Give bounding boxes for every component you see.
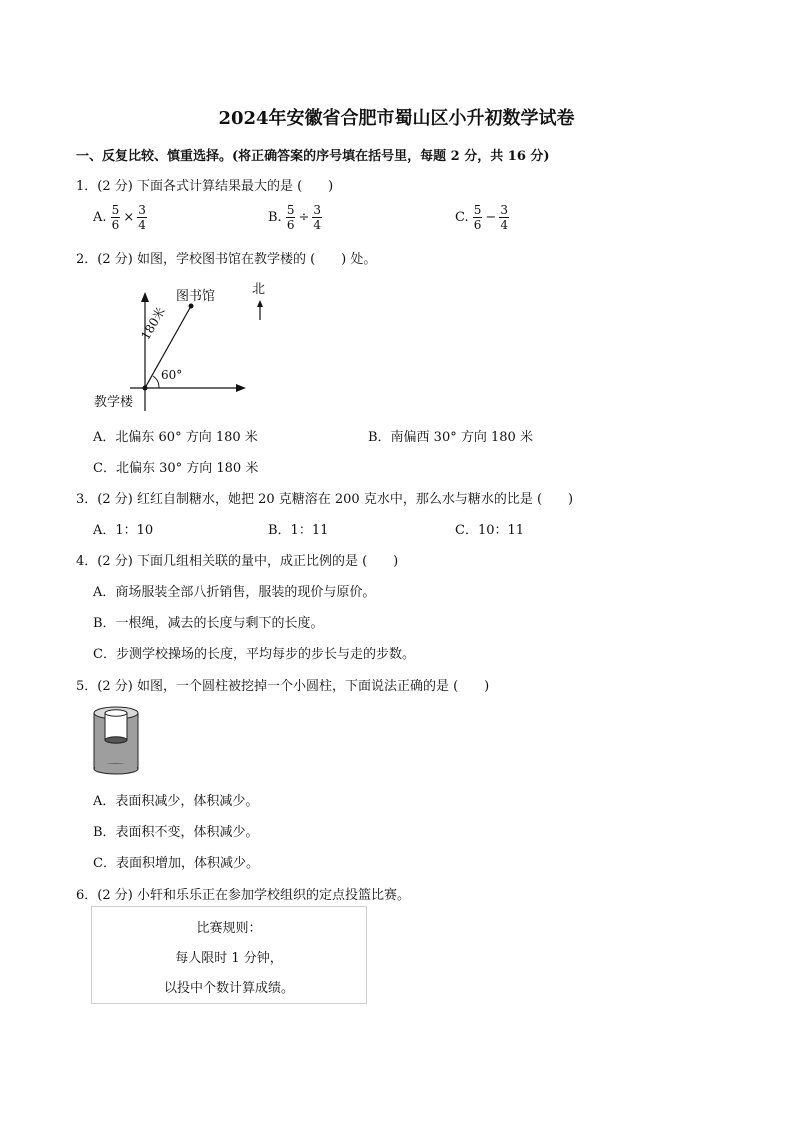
building-point [143,386,148,391]
option-letter: C. [455,210,469,225]
q2-option-a: A．北偏东 60° 方向 180 米 [93,430,258,445]
question-2-stem: 2．(2 分) 如图，学校图书馆在教学楼的 ( ) 处。 [76,252,377,267]
q1-option-b [268,203,322,232]
library-point [189,304,194,309]
page-title: 2024年安徽省合肥市蜀山区小升初数学试卷 [218,108,575,129]
angle-arc [153,376,159,388]
operator: × [123,210,135,225]
fraction [499,203,509,232]
question-5-stem: 5．(2 分) 如图，一个圆柱被挖掉一个小圆柱，下面说法正确的是 ( ) [76,679,490,694]
q3-option-b: B．1：11 [268,523,329,538]
rule-line: 以投中个数计算成绩。 [163,981,294,996]
numerator: 5 [473,203,482,217]
rule-line: 每人限时 1 分钟， [175,951,283,966]
library-label: 图书馆 [176,289,216,304]
q5-option-b: B．表面积不变，体积减少。 [93,825,259,840]
q1-option-a [93,203,147,232]
fraction [137,203,147,232]
question-3-stem: 3．(2 分) 红红自制糖水，她把 20 克糖溶在 200 克水中，那么水与糖水的比是 ( ) [76,492,574,507]
numerator: 3 [313,203,322,217]
fraction [312,203,322,232]
denominator: 6 [473,218,482,232]
q4-option-a: A．商场服装全部八折销售，服装的现价与原价。 [93,585,376,600]
section-heading: 一、反复比较、慎重选择。(将正确答案的序号填在括号里，每题 2 分，共 16 分) [76,149,550,164]
denominator: 4 [500,218,508,232]
q2-option-b: B．南偏西 30° 方向 180 米 [368,430,533,445]
denominator: 4 [138,218,146,232]
operator: − [485,210,497,225]
numerator: 5 [286,203,295,217]
question-6-stem: 6．(2 分) 小轩和乐乐正在参加学校组织的定点投篮比赛。 [76,888,410,903]
distance-label: 180米 [138,305,168,343]
question-1-stem: 1．(2 分) 下面各式计算结果最大的是 ( ) [76,179,334,194]
fraction [473,203,483,232]
fraction [286,203,296,232]
hollow-cylinder-figure [92,704,140,776]
north-axis-arrowhead [141,292,149,302]
q5-option-a: A．表面积减少，体积减少。 [93,794,259,809]
option-letter: A. [93,210,107,225]
rules-heading: 比赛规则： [196,921,262,936]
east-axis-arrowhead [236,384,246,392]
question-4-stem: 4．(2 分) 下面几组相关联的量中，成正比例的是 ( ) [76,554,399,569]
numerator: 3 [500,203,508,217]
building-label: 教学楼 [94,395,134,410]
numerator: 3 [138,203,146,217]
option-letter: B. [268,210,282,225]
q4-option-b: B．一根绳，减去的长度与剩下的长度。 [93,616,324,631]
q5-option-c: C．表面积增加，体积减少。 [93,856,259,871]
operator: ÷ [298,210,310,225]
denominator: 6 [286,218,295,232]
north-arrow-head [257,300,263,307]
numerator: 5 [111,203,120,217]
denominator: 4 [313,218,322,232]
angle-label: 60° [161,368,183,382]
fraction [111,203,121,232]
rules-box [91,906,367,1004]
denominator: 6 [111,218,120,232]
q4-option-c: C．步测学校操场的长度，平均每步的步长与走的步数。 [93,647,415,662]
q2-option-c: C．北偏东 30° 方向 180 米 [93,461,259,476]
north-label: 北 [252,282,266,297]
q3-option-c: C．10：11 [455,523,525,538]
q1-option-c [455,203,509,232]
q3-option-a: A．1：10 [93,523,154,538]
